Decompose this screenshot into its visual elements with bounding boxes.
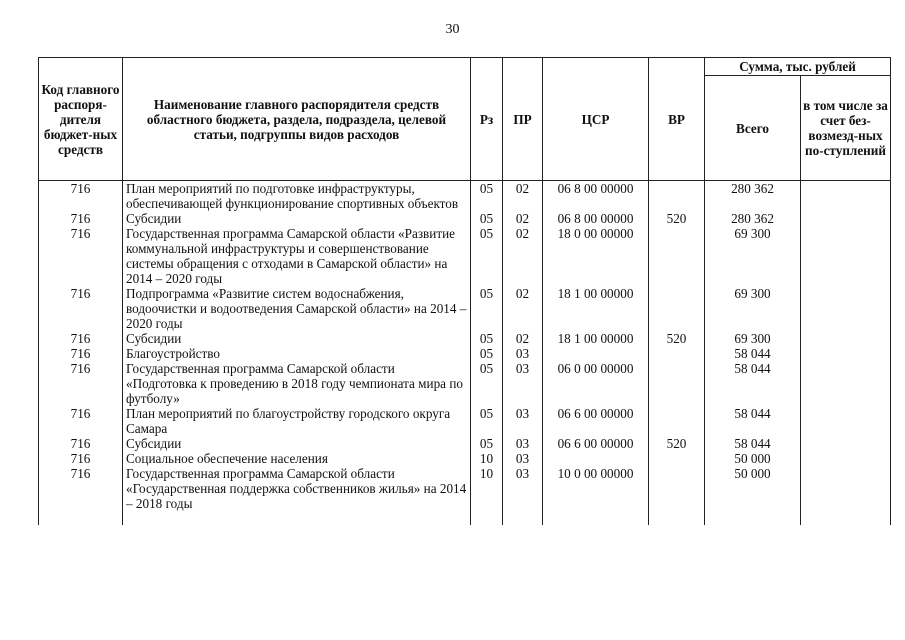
cell-total: 58 044 — [705, 346, 801, 361]
cell-total: 69 300 — [705, 331, 801, 346]
cell-vr — [649, 406, 705, 436]
cell-rz: 05 — [471, 331, 503, 346]
cell-free — [801, 451, 891, 466]
cell-code: 716 — [39, 286, 123, 331]
cell-csr: 06 6 00 00000 — [543, 436, 649, 451]
cell-total: 58 044 — [705, 436, 801, 451]
cell-free — [801, 361, 891, 406]
cell-total: 69 300 — [705, 226, 801, 286]
cell-total: 50 000 — [705, 451, 801, 466]
cell-total: 58 044 — [705, 406, 801, 436]
cell-pr: 02 — [503, 211, 543, 226]
cell-pr: 02 — [503, 331, 543, 346]
cell-pr: 03 — [503, 451, 543, 466]
cell-name: Субсидии — [123, 331, 471, 346]
cell-rz: 10 — [471, 466, 503, 511]
cell-code: 716 — [39, 466, 123, 511]
cell-code: 716 — [39, 226, 123, 286]
header-pr: ПР — [503, 58, 543, 181]
cell-vr: 520 — [649, 436, 705, 451]
header-total: Всего — [705, 76, 801, 181]
cell-free — [801, 181, 891, 212]
cell-name: Благоустройство — [123, 346, 471, 361]
cell-rz: 05 — [471, 226, 503, 286]
header-vr: ВР — [649, 58, 705, 181]
cell-csr: 06 8 00 00000 — [543, 211, 649, 226]
cell-csr — [543, 346, 649, 361]
empty-cell — [649, 511, 705, 525]
budget-table — [38, 57, 891, 525]
cell-csr: 06 8 00 00000 — [543, 181, 649, 212]
table-row — [39, 346, 891, 361]
empty-cell — [471, 511, 503, 525]
cell-free — [801, 211, 891, 226]
cell-csr: 06 6 00 00000 — [543, 406, 649, 436]
cell-vr — [649, 466, 705, 511]
cell-total: 280 362 — [705, 211, 801, 226]
table-row — [39, 436, 891, 451]
cell-rz: 05 — [471, 286, 503, 331]
cell-pr: 02 — [503, 286, 543, 331]
cell-total: 69 300 — [705, 286, 801, 331]
header-csr: ЦСР — [543, 58, 649, 181]
cell-pr: 03 — [503, 346, 543, 361]
cell-pr: 03 — [503, 466, 543, 511]
cell-name: Социальное обеспечение населения — [123, 451, 471, 466]
cell-pr: 03 — [503, 406, 543, 436]
cell-pr: 03 — [503, 361, 543, 406]
header-rz: Рз — [471, 58, 503, 181]
table-row — [39, 451, 891, 466]
table-row — [39, 406, 891, 436]
empty-cell — [543, 511, 649, 525]
table-row — [39, 181, 891, 212]
cell-total: 50 000 — [705, 466, 801, 511]
cell-csr: 18 0 00 00000 — [543, 226, 649, 286]
cell-free — [801, 331, 891, 346]
table-row — [39, 331, 891, 346]
cell-free — [801, 466, 891, 511]
header-sum-group: Сумма, тыс. рублей — [705, 58, 891, 76]
cell-rz: 05 — [471, 436, 503, 451]
header-code: Код главного распоря-дителя бюджет-ных средств — [39, 58, 123, 181]
page-number: 30 — [445, 22, 460, 37]
empty-cell — [801, 511, 891, 525]
cell-free — [801, 286, 891, 331]
cell-code: 716 — [39, 181, 123, 212]
cell-csr: 18 1 00 00000 — [543, 331, 649, 346]
cell-vr: 520 — [649, 211, 705, 226]
cell-name: Государственная программа Самарской области «Развитие коммунальной инфраструктуры и совершенствование системы обращения с отходами в Самарской области» на 2014 – 2020 годы — [123, 226, 471, 286]
cell-code: 716 — [39, 406, 123, 436]
cell-pr: 03 — [503, 436, 543, 451]
cell-pr: 02 — [503, 226, 543, 286]
cell-csr — [543, 451, 649, 466]
cell-total: 58 044 — [705, 361, 801, 406]
cell-free — [801, 436, 891, 451]
cell-vr — [649, 226, 705, 286]
cell-name: Государственная программа Самарской области «Государственная поддержка собственников жилья» на 2014 – 2018 годы — [123, 466, 471, 511]
table-header — [39, 58, 891, 181]
cell-rz: 05 — [471, 181, 503, 212]
cell-name: Субсидии — [123, 436, 471, 451]
cell-code: 716 — [39, 361, 123, 406]
cell-free — [801, 406, 891, 436]
header-free: в том числе за счет без-возмезд-ных по-ступлений — [801, 76, 891, 181]
table-row — [39, 226, 891, 286]
cell-rz: 05 — [471, 346, 503, 361]
cell-code: 716 — [39, 331, 123, 346]
empty-cell — [39, 511, 123, 525]
cell-vr: 520 — [649, 331, 705, 346]
cell-vr — [649, 181, 705, 212]
cell-pr: 02 — [503, 181, 543, 212]
cell-name: Субсидии — [123, 211, 471, 226]
cell-rz: 10 — [471, 451, 503, 466]
empty-cell — [503, 511, 543, 525]
cell-rz: 05 — [471, 211, 503, 226]
cell-name: Государственная программа Самарской области «Подготовка к проведению в 2018 году чемпионата мира по футболу» — [123, 361, 471, 406]
table-row — [39, 361, 891, 406]
cell-code: 716 — [39, 451, 123, 466]
cell-rz: 05 — [471, 361, 503, 406]
cell-csr: 18 1 00 00000 — [543, 286, 649, 331]
cell-free — [801, 346, 891, 361]
cell-vr — [649, 346, 705, 361]
cell-free — [801, 226, 891, 286]
cell-rz: 05 — [471, 406, 503, 436]
cell-code: 716 — [39, 436, 123, 451]
cell-total: 280 362 — [705, 181, 801, 212]
table-row — [39, 286, 891, 331]
cell-vr — [649, 451, 705, 466]
table-row — [39, 211, 891, 226]
cell-code: 716 — [39, 211, 123, 226]
table-body — [39, 181, 891, 526]
cell-name: Подпрограмма «Развитие систем водоснабжения, водоочистки и водоотведения Самарской области» на 2014 – 2020 годы — [123, 286, 471, 331]
empty-cell — [123, 511, 471, 525]
cell-name: План мероприятий по благоустройству городского округа Самара — [123, 406, 471, 436]
table-continuation — [39, 511, 891, 525]
cell-name: План мероприятий по подготовке инфраструктуры, обеспечивающей функционирование спортивных объектов — [123, 181, 471, 212]
cell-csr: 06 0 00 00000 — [543, 361, 649, 406]
cell-vr — [649, 361, 705, 406]
cell-vr — [649, 286, 705, 331]
cell-code: 716 — [39, 346, 123, 361]
table-row — [39, 466, 891, 511]
empty-cell — [705, 511, 801, 525]
header-name: Наименование главного распорядителя средств областного бюджета, раздела, подраздела, целевой статьи, подгруппы видов расходов — [123, 58, 471, 181]
cell-csr: 10 0 00 00000 — [543, 466, 649, 511]
